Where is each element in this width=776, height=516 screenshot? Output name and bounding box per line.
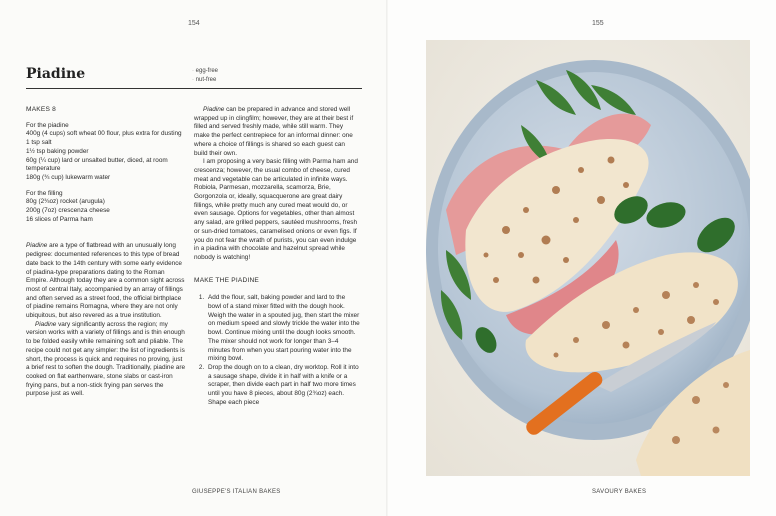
section-footer: SAVOURY BAKES (592, 489, 647, 495)
intro-text: are a type of flatbread with an unusually long pedigree: documented references to this type of bread date back to the 14th century with some early evidence of piadina-type preparations dating to the Roman Empire. Although today they are a common sight across most of central Italy, accompanied by an array of fillings and often served as a street food, the official birthplace of piadine remains Romagna, where they are not only ubiquitous, but also revered as a true institution. (26, 242, 185, 320)
intro-lead: Piadine (35, 320, 57, 328)
ingredient-item: 400g (4 cups) soft wheat 00 flour, plus extra for dusting (26, 130, 182, 138)
makes-yield: MAKES 8 (26, 106, 56, 113)
page-number: 154 (188, 20, 200, 27)
title-divider (26, 88, 362, 89)
dietary-tags (192, 67, 218, 84)
ingredient-item: 60g (¼ cup) lard or unsalted butter, diced, at room temperature (26, 156, 168, 173)
left-column (26, 106, 186, 399)
book-title-footer: GIUSEPPE'S ITALIAN BAKES (192, 489, 281, 495)
food-illustration (426, 40, 750, 476)
method-step: 1. Add the flour, salt, baking powder and lard to the bowl of a stand mixer fitted with the dough hook. Weigh the water in a spouted jug, then start the mixer on medium speed and slowly trickle the water into the bowl. Continue mixing until the dough looks smooth. The mixer should not work for longer than 3–4 minutes from when you start pouring water into the mixing bowl. (206, 294, 360, 364)
ingredient-item: 1½ tsp baking powder (26, 147, 89, 155)
right-column (194, 106, 360, 408)
body-paragraph (194, 106, 360, 158)
method-heading: MAKE THE PIADINE (194, 276, 260, 284)
ingredient-heading: For the piadine (26, 121, 69, 129)
ingredient-heading: For the filling (26, 189, 63, 197)
tag-egg-free: · egg-free (192, 67, 218, 76)
method-steps (194, 294, 360, 407)
intro-paragraph (26, 242, 186, 320)
intro-paragraph (26, 321, 186, 399)
ingredient-item: 80g (2¾oz) rocket (arugula) (26, 198, 105, 206)
ingredient-item: 180g (¾ cup) lukewarm water (26, 173, 111, 181)
page-number: 155 (592, 20, 604, 27)
ingredient-item: 16 slices of Parma ham (26, 215, 93, 223)
ingredient-item: 200g (7oz) crescenza cheese (26, 207, 110, 215)
piadine-photo (426, 40, 750, 476)
method-step: 2. Drop the dough on to a clean, dry worktop. Roll it into a sausage shape, divide it in half with a knife or a scraper, then divide each part in half two more times until you have 8 pieces, about 80g (2¾oz) each. Shape each piece (206, 364, 360, 408)
body-lead: Piadine (203, 106, 225, 113)
body-text: can be prepared in advance and stored well wrapped up in clingfilm; however, they are at their best if filled and served freshly made, while still warm. They make the perfect centrepiece for an informal dinner: one where a choice of fillings is shared so each guest can build their own. (194, 106, 354, 157)
intro-lead: Piadine (26, 242, 48, 250)
recipe-title: Piadine (26, 66, 86, 82)
body-paragraph: I am proposing a very basic filling with Parma ham and crescenza; however, the usual combo of cheese, cured meat and vegetable can be articulated in infinite ways. Robiola, Parmesan, mozzarella, scamorza, Brie, Gorgonzola or, ideally, squacquerone are great dairy fillings, while pretty much any cured meat would do, or even sausage. Options for vegetables, other than almost any salad, are grilled peppers, sautéed mushrooms, fresh or sun-dried tomatoes, caramelised onions or even figs. If you do not fear the wrath of purists, you can even indulge in a piadina with chocolate and hazelnut spread while nobody is watching! (194, 158, 358, 261)
ingredient-item: 1 tsp salt (26, 139, 52, 147)
intro-text: vary significantly across the region; my version works with a variety of fillings and is thin enough to be folded easily while remaining soft and pliable. The recipe could not get any simpler: the list of ingredients is short, the process is quick and requires no proving, just a brief rest to soften the dough. Traditionally, piadine are cooked on flat earthenware, stone slabs or cast-iron frying pans, but a non-stick frying pan serves the purpose just as well. (26, 320, 186, 398)
tag-nut-free: · nut-free (192, 76, 218, 85)
